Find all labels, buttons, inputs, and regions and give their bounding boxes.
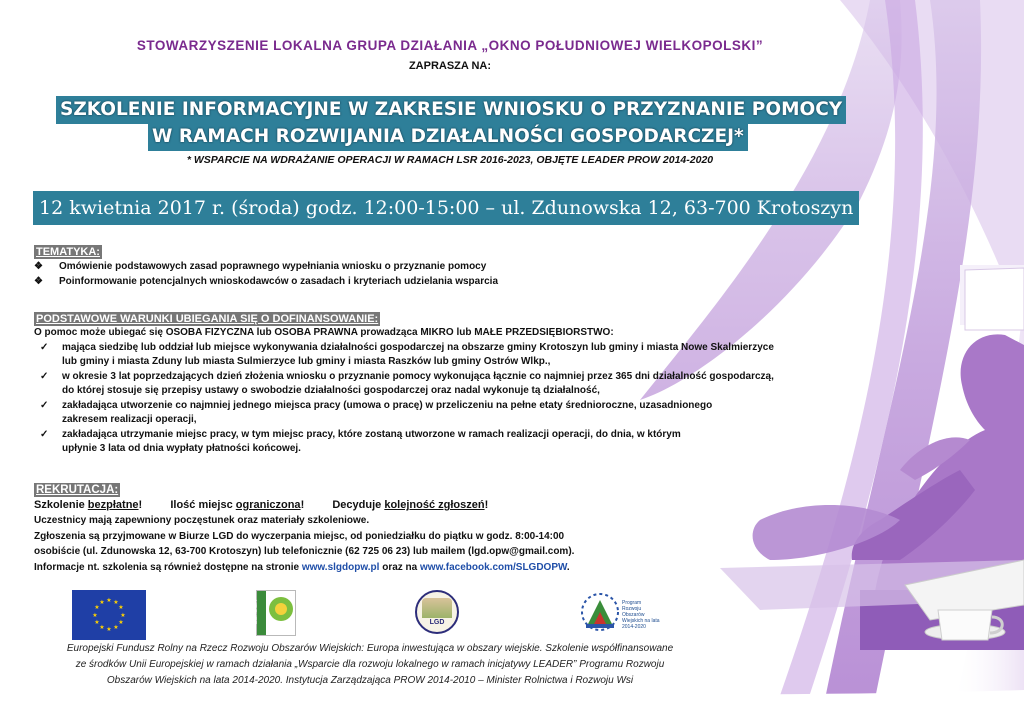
recruitment-hours: Zgłoszenia są przyjmowane w Biurze LGD do wyczerpania miejsc, od poniedziałku do piątku w godz. 8:00-14:00 (34, 530, 565, 542)
condition-item: ✓ zakładająca utworzenie co najmniej jednego miejsca pracy (umowa o pracę) w przeliczeniu na pełne etaty średnioroczne, uzasadnionego zakresem realizacji operacji, (40, 399, 713, 425)
recruitment-info: Informacje nt. szkolenia są również dostępne na stronie www.slgdopw.pl oraz na www.facebook.com/SLGDOPW. (34, 561, 570, 573)
topic-item: ❖ Poinformowanie potencjalnych wnioskodawców o zasadach i kryteriach udzielania wsparcia (34, 275, 498, 290)
checkmark-icon: ✓ (40, 428, 49, 440)
diamond-bullet-icon: ❖ (34, 261, 43, 272)
conditions-heading: PODSTAWOWE WARUNKI UBIEGANIA SIĘ O DOFINANSOWANIE: (36, 313, 379, 325)
prow-emblem-icon (580, 590, 620, 636)
svg-text:★: ★ (118, 604, 124, 611)
checkmark-icon: ✓ (40, 399, 49, 411)
topics-heading: TEMATYKA: (36, 246, 100, 258)
svg-text:★: ★ (106, 626, 112, 633)
funding-footer: Europejski Fundusz Rolny na Rzecz Rozwoju Obszarów Wiejskich: Europa inwestująca w obszary wiejskie. Szkolenie współfinansowane ze środków Unii Europejskiej w ramach działania „Wsparcie dla rozwoju lokalnego w ramach inicjatywy LEADER” Programu Rozwoju Obszarów Wiejskich na lata 2014-2020. Instytucja Zarządzająca PROW 2014-2010 – Minister Rolnictwa i Rozwoju Wsi (66, 643, 674, 686)
checkmark-icon: ✓ (40, 370, 49, 382)
svg-text:★: ★ (120, 612, 126, 619)
svg-text:★: ★ (92, 612, 98, 619)
condition-item: ✓ mająca siedzibę lub oddział lub miejsce wykonywania działalności gospodarczej na obszarze gminy Krotoszyn lub gminy i miasta Nowe Skalmierzyce lub gminy i miasta Zduny lub miasta Sulmierzyce lub gminy i miasta Raszków lub gminy Ostrów Wlkp., (40, 341, 774, 367)
leader-logo: LEADER (256, 590, 296, 636)
conditions-section (34, 307, 774, 457)
svg-text:★: ★ (94, 604, 100, 611)
recruitment-highlights: Szkolenie bezpłatne! Ilość miejsc ograniczona! Decyduje kolejność zgłoszeń! (34, 499, 489, 511)
recruitment-catering: Uczestnicy mają zapewniony poczęstunek oraz materiały szkoleniowe. (34, 515, 370, 526)
diamond-bullet-icon: ❖ (34, 275, 43, 287)
prow-logo: Program Rozwoju Obszarów Wiejskich na lata 2014-2020 (580, 590, 660, 640)
conditions-intro: O pomoc może ubiegać się OSOBA FIZYCZNA lub OSOBA PRAWNA prowadząca MIKRO lub MAŁE PRZEDSIĘBIORSTWO: (34, 327, 614, 338)
date-location-bar: 12 kwietnia 2017 r. (środa) godz. 12:00-15:00 – ul. Zdunowska 12, 63-700 Krotoszyn (33, 191, 859, 225)
facebook-link[interactable]: www.facebook.com/SLGDOPW (420, 561, 567, 573)
training-title-line1: SZKOLENIE INFORMACYJNE W ZAKRESIE WNIOSKU O PRZYZNANIE POMOCY (56, 96, 846, 124)
svg-text:★: ★ (99, 599, 105, 606)
eu-flag-icon (72, 590, 146, 640)
organization-name: STOWARZYSZENIE LOKALNA GRUPA DZIAŁANIA „OKNO POŁUDNIOWEJ WIELKOPOLSKI” (136, 38, 764, 53)
website-link[interactable]: www.slgdopw.pl (301, 561, 380, 573)
svg-text:★: ★ (118, 619, 124, 626)
svg-text:★: ★ (94, 619, 100, 626)
training-title-line2: W RAMACH ROZWIJANIA DZIAŁALNOŚCI GOSPODARCZEJ* (148, 123, 748, 151)
recruitment-contact: osobiście (ul. Zdunowska 12, 63-700 Krotoszyn) lub telefonicznie (62 725 06 23) lub mailem (lgd.opw@gmail.com). (34, 546, 575, 557)
checkmark-icon: ✓ (40, 341, 49, 353)
recruitment-section (34, 478, 574, 575)
invites-label: ZAPRASZA NA: (408, 60, 492, 72)
lgd-logo: LGD (415, 590, 459, 634)
training-subtitle: * WSPARCIE NA WDRAŻANIE OPERACJI W RAMACH LSR 2016-2023, OBJĘTE LEADER PROW 2014-2020 (186, 154, 714, 166)
svg-text:★: ★ (106, 597, 112, 604)
condition-item: ✓ w okresie 3 lat poprzedzających dzień złożenia wniosku o przyznanie pomocy wykonująca łącznie co najmniej przez 365 dni działalność gospodarczą, do której stosuje się przepisy ustawy o swobodzie działalności gospodarczej oraz nadal wykonuje tą działalność, (40, 370, 774, 396)
recruitment-heading: REKRUTACJA: (36, 484, 119, 496)
svg-text:★: ★ (99, 624, 105, 631)
svg-text:★: ★ (113, 624, 119, 631)
svg-text:★: ★ (113, 599, 119, 606)
topic-item: ❖ Omówienie podstawowych zasad poprawnego wypełniania wniosku o przyznanie pomocy (34, 260, 498, 275)
topics-section (34, 240, 498, 289)
condition-item: ✓ zakładająca utrzymanie miejsc pracy, w tym miejsc pracy, które zostaną utworzone w ramach realizacji operacji, do dnia, w którym upłynie 3 lata od dnia wypłaty płatności końcowej. (40, 428, 681, 454)
